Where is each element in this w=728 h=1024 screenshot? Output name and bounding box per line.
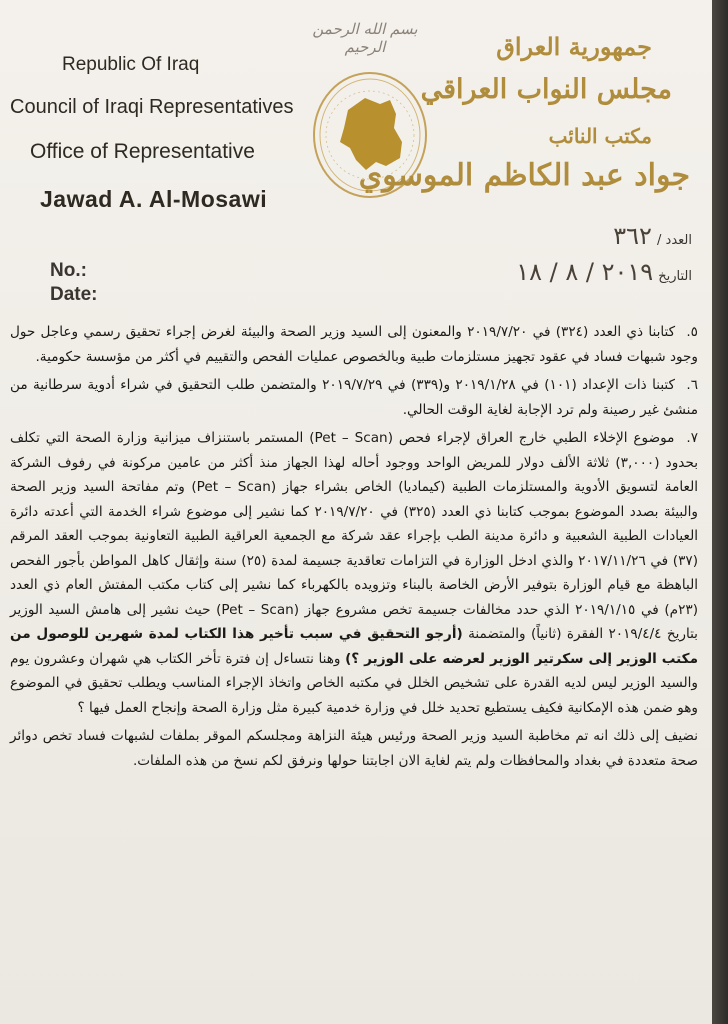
paragraph-6 bbox=[10, 373, 698, 422]
letter-body bbox=[10, 320, 698, 777]
letterhead-ar-name: جواد عبد الكاظم الموسوي bbox=[358, 158, 690, 193]
letterhead-ar-republic: جمهورية العراق bbox=[496, 32, 652, 61]
paragraph-text: موضوع الإخلاء الطبي خارج العراق لإجراء فحص (Pet – Scan) المستمر باستنزاف ميزانية وزارة الصحة التي تكلف بحدود (٣,٠٠٠) ثلاثة الألف دولار للمريض الواحد ووجود أحاله لهذا الجهاز منذ أكثر من عامين مركونة في رفوف الشركة العامة لتسويق الأدوية والمستلزمات الطبية (كيماديا) الخاص بشراء جهاز (Pet – Scan) وتم مفاتحة السيد وزير الصحة والبيئة بصدد الموضوع بموجب كتابنا ذي العدد (٣٢٥) في ٢٠١٩/٧/٢٠ كما نشير إلى موضوع شراء الخدمة التي أعدته دائرة العيادات الطبية الشعبية و دائرة مدينة الطب بإجراء عقد شركة مع الجمعية العراقية الطبية التعاونية بموجب العقد المرقم (٣٧) في ٢٠١٧/١١/٢٦ والذي ادخل الوزارة في التزامات تعاقدية جسيمة لمدة (٢٥) سنة وإثقال كاهل المواطن بأجور الفحص الباهظة مع قيام الوزارة بتوفير الأرض الخاصة بالبناء وتزويده بالكهرباء كما نشير إلى كتاب مكتب المفتش العام ذي العدد (٢٣م) في ٢٠١٩/١/١٥ الذي حدد مخالفات جسيمة تخص مشروع جهاز (Pet – Scan) حيث نشير إلى هامش السيد الوزير بتاريخ ٢٠١٩/٤/٤ الفقرة (ثانياً) والمتضمنة bbox=[10, 430, 699, 642]
ref-date-label: التاريخ bbox=[658, 269, 692, 284]
paragraph-number: ٥. bbox=[686, 324, 698, 340]
letterhead-ar-office: مكتب النائب bbox=[548, 124, 652, 148]
basmala: بسم الله الرحمن الرحيم bbox=[312, 20, 418, 56]
paragraph-number: ٦. bbox=[686, 377, 699, 393]
paragraph-8 bbox=[10, 724, 698, 773]
letterhead-representative-name: Jawad A. Al-Mosawi bbox=[40, 186, 268, 212]
ref-number-label: العدد / bbox=[657, 233, 692, 248]
paragraph-number: ٧. bbox=[686, 430, 699, 446]
letterhead-ar-council: مجلس النواب العراقي bbox=[420, 74, 672, 105]
ref-number-value: ٣٦٢ bbox=[613, 222, 652, 250]
paragraph-text: كتبنا ذات الإعداد (١٠١) في ٢٠١٩/١/٢٨ و(٣٣٩) في ٢٠١٩/٧/٢٩ والمتضمن طلب التحقيق في شراء أدوية سرطانية من منشئ غير رصينة ولم ترد الإجابة لغاية الوقت الحالي. bbox=[10, 377, 698, 418]
letterhead-country: Republic Of Iraq bbox=[62, 54, 200, 75]
paragraph-text: نضيف إلى ذلك انه تم مخاطبة السيد وزير الصحة ورئيس هيئة النزاهة ومجلسكم الموقر بملفات لشبهات فساد تخص دوائر صحة متعددة في بغداد والمحافظات ولم يتم لغاية الان اجابتنا حولها ونرفق لكم نسخ من هذه الملفات. bbox=[10, 728, 698, 769]
ref-date-value: ٢٠١٩ / ٨ / ١٨ bbox=[516, 258, 654, 286]
paragraph-5 bbox=[10, 320, 698, 369]
paragraph-7 bbox=[10, 426, 698, 720]
paragraph-bold-quote: (أرجو التحقيق في سبب تأخير هذا الكتاب لمدة شهرين للوصول من مكتب الوزير إلى سكرتير الوزير لعرضه على الوزير ؟) bbox=[10, 626, 698, 667]
date-field-label: Date: bbox=[50, 284, 98, 305]
ref-number-row bbox=[613, 222, 692, 250]
ref-date-row bbox=[516, 258, 692, 286]
background-edge bbox=[712, 0, 728, 1024]
letterhead-office: Office of Representative bbox=[30, 140, 255, 163]
paragraph-text: كتابنا ذي العدد (٣٢٤) في ٢٠١٩/٧/٢٠ والمعنون إلى السيد وزير الصحة والبيئة لغرض إجراء تحقيق رسمي وعاجل حول وجود شبهات فساد في عقود تجهيز مستلزمات طبية وبالخصوص عمليات الفحص والتقييم في أكثر من مؤسسة حكومية. bbox=[10, 324, 698, 365]
letterhead-council: Council of Iraqi Representatives bbox=[10, 96, 294, 118]
number-field-label: No.: bbox=[50, 260, 87, 281]
paragraph-text: وهنا نتساءل إن فترة تأخر الكتاب هي شهران وعشرون يوم والسيد الوزير ليس لديه القدرة على تشخيص الخلل في مكتبه الخاص واتخاذ الإجراء المناسب ويطلب تحقيق في الموضوع وهو ضمن هذه الإمكانية فكيف يستطيع تحديد خلل في وزارة خدمية كبيرة مثل وزارة الصحة وإنجاح العمل فيها ؟ bbox=[10, 650, 698, 716]
